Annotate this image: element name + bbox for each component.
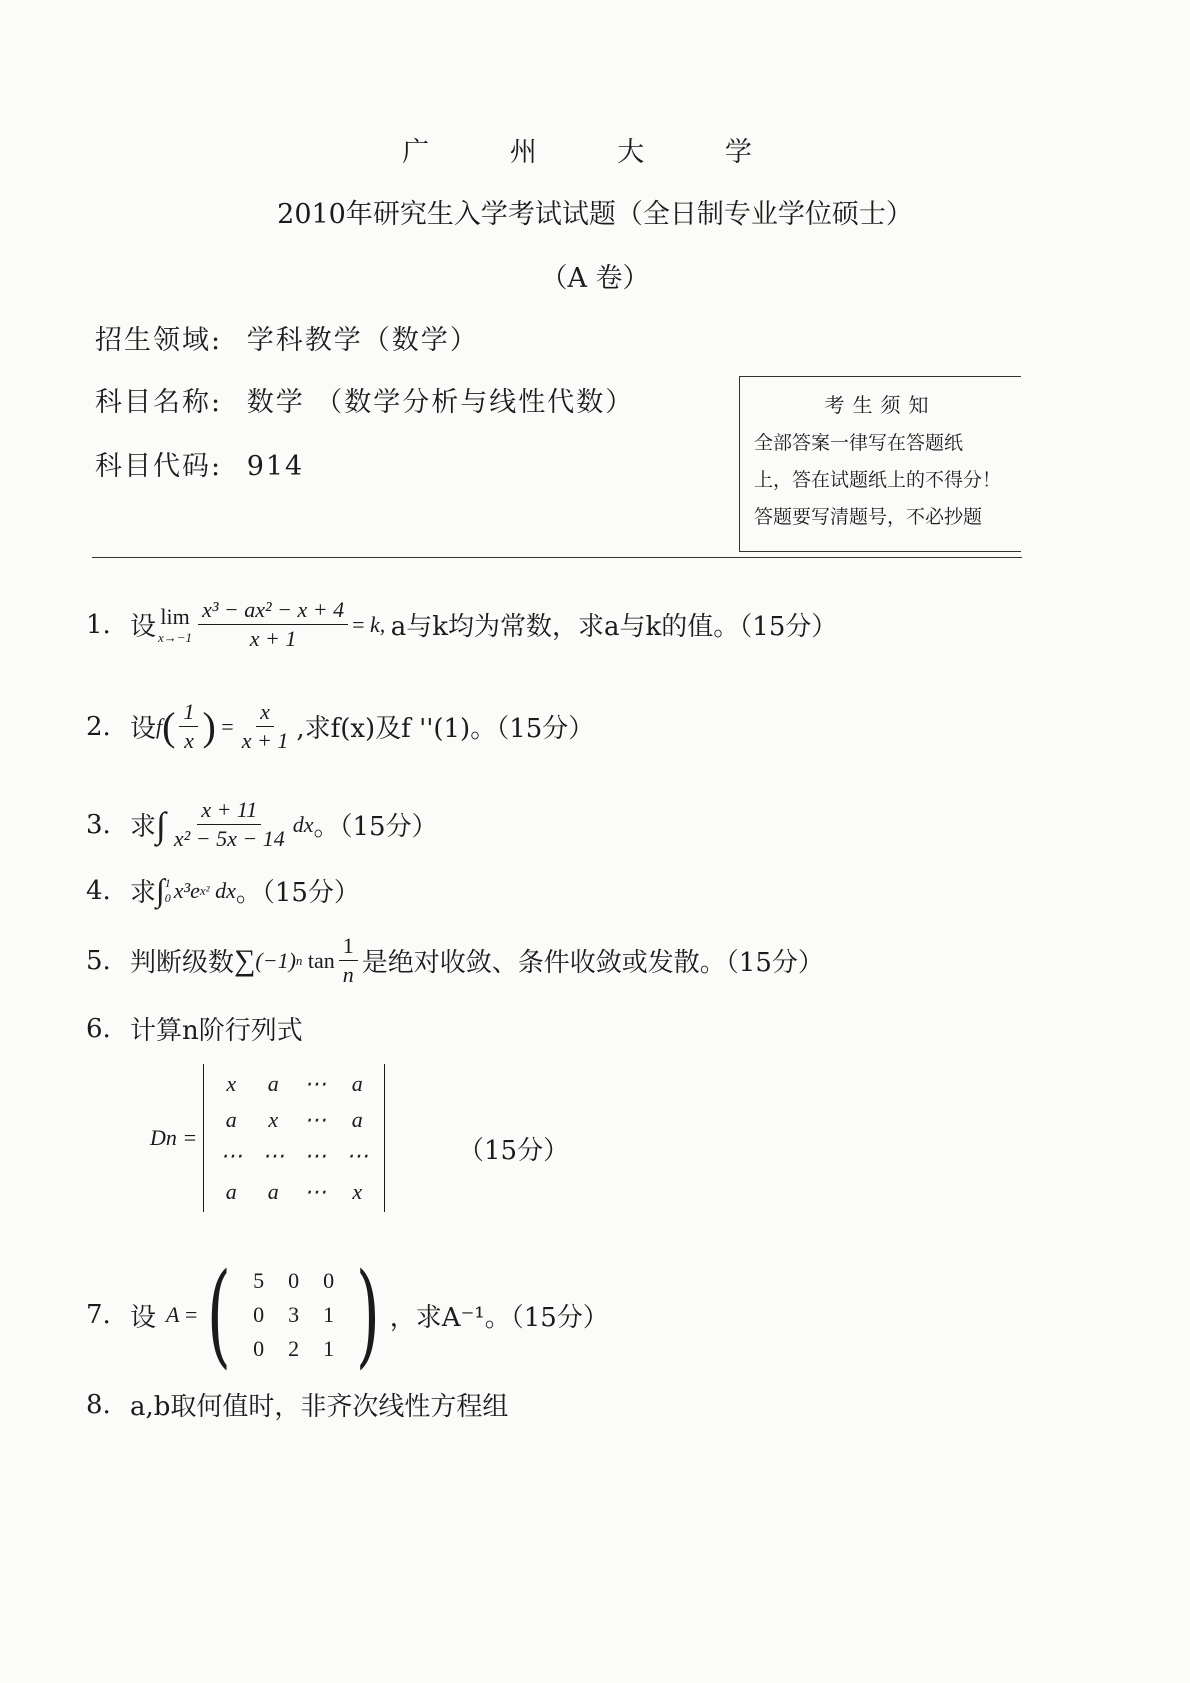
notice-line-3: 答题要写清题号，不必抄题 bbox=[754, 506, 983, 528]
matrix-lhs: A = bbox=[166, 1302, 198, 1327]
question-prefix: 设 bbox=[130, 714, 157, 745]
matrix-cell: 3 bbox=[288, 1302, 300, 1327]
notice-line-1: 全部答案一律写在答题纸 bbox=[754, 432, 964, 454]
field-value: 学科教学（数学） bbox=[246, 325, 479, 356]
matrix-cell: 1 bbox=[323, 1302, 335, 1327]
question-5 bbox=[86, 934, 824, 987]
definite-integral-expression: ∫ 1 0 x³e x² dx bbox=[156, 872, 236, 908]
question-4 bbox=[86, 872, 360, 909]
code-row bbox=[95, 444, 304, 483]
header-divider bbox=[92, 557, 1022, 558]
det-cell: a bbox=[351, 1107, 363, 1132]
det-cell: ⋯ bbox=[220, 1143, 243, 1168]
matrix-cell: 0 bbox=[253, 1336, 265, 1361]
determinant-matrix bbox=[203, 1064, 385, 1212]
right-paren: ) bbox=[355, 1250, 380, 1380]
question-1 bbox=[86, 598, 837, 651]
matrix-cell: 2 bbox=[288, 1336, 300, 1361]
det-cell: ⋯ bbox=[346, 1143, 369, 1168]
matrix-cell: 0 bbox=[323, 1268, 335, 1293]
question-prefix: 设 bbox=[130, 1302, 157, 1333]
function-expression: f ( $\frac{1}{x}$ ) = $\frac{x}{x + 1}$ bbox=[156, 699, 289, 754]
question-prefix: 求 bbox=[130, 812, 157, 843]
code-label: 科目代码: bbox=[95, 451, 223, 482]
question-number: 1. bbox=[86, 609, 111, 640]
question-prefix: 求 bbox=[130, 878, 157, 908]
notice-line-2: 上，答在试题纸上的不得分！ bbox=[754, 469, 1002, 491]
field-label: 招生领域: bbox=[95, 325, 223, 356]
det-cell: x bbox=[352, 1179, 363, 1204]
integral-expression: ∫ $\frac{x + 11}{\text{x² − 5x − 14}}$ dx bbox=[156, 797, 314, 852]
question-prefix: 计算n阶行列式 bbox=[130, 1016, 303, 1046]
det-cell: a bbox=[351, 1071, 363, 1096]
det-cell: a bbox=[267, 1071, 279, 1096]
det-cell: x bbox=[226, 1071, 237, 1096]
subject-row bbox=[95, 380, 634, 419]
question-number: 2. bbox=[86, 711, 111, 742]
limit-expression: lim x→−1 $\frac{\text{x³ − ax² − x + 4}}{x + 1}$ = k, bbox=[158, 597, 391, 652]
subject-label: 科目名称: bbox=[95, 387, 223, 418]
matrix-cell: 0 bbox=[253, 1302, 265, 1327]
question-number: 4. bbox=[86, 875, 111, 906]
question-number: 3. bbox=[86, 809, 111, 840]
det-cell: a bbox=[225, 1179, 237, 1204]
matrix-cell: 1 bbox=[323, 1336, 335, 1361]
question-7 bbox=[86, 1250, 609, 1380]
candidate-notice-box bbox=[739, 376, 1021, 552]
question-3 bbox=[86, 798, 438, 851]
det-cell: ⋯ bbox=[304, 1071, 327, 1096]
matrix-cell: 0 bbox=[288, 1268, 300, 1293]
left-paren: ( bbox=[207, 1250, 232, 1380]
question-suffix: 是绝对收敛、条件收敛或发散。（15分） bbox=[361, 948, 824, 979]
question-2 bbox=[86, 700, 594, 753]
det-cell: ⋯ bbox=[304, 1179, 327, 1204]
question-number: 7. bbox=[86, 1300, 111, 1330]
code-value: 914 bbox=[246, 451, 305, 482]
det-cell: ⋯ bbox=[304, 1107, 327, 1132]
question-8 bbox=[86, 1386, 508, 1423]
field-row bbox=[95, 318, 479, 357]
question-prefix: 设 bbox=[130, 612, 157, 643]
det-cell: x bbox=[268, 1107, 279, 1132]
det-cell: a bbox=[225, 1107, 237, 1132]
subject-value: 数学 （数学分析与线性代数） bbox=[246, 387, 635, 418]
det-cell: ⋯ bbox=[262, 1143, 285, 1168]
question-suffix: 。（15分） bbox=[313, 812, 438, 843]
question-number: 5. bbox=[86, 945, 111, 976]
paper-label: （A 卷） bbox=[540, 263, 650, 294]
matrix-a bbox=[197, 1250, 389, 1380]
question-number: 6. bbox=[86, 1013, 111, 1044]
determinant-lhs: Dn = bbox=[150, 1125, 198, 1150]
det-cell: a bbox=[267, 1179, 279, 1204]
university-name: 广 州 大 学 bbox=[402, 137, 788, 168]
question-suffix: a与k均为常数，求a与k的值。（15分） bbox=[390, 612, 838, 643]
determinant-block bbox=[150, 1064, 385, 1212]
question-number: 8. bbox=[86, 1389, 111, 1420]
exam-title: 2010年研究生入学考试试题（全日制专业学位硕士） bbox=[277, 199, 913, 230]
question-suffix: 。（15分） bbox=[235, 878, 360, 908]
question-prefix: a,b取何值时，非齐次线性方程组 bbox=[130, 1392, 509, 1422]
question-suffix: ，求A⁻¹。（15分） bbox=[389, 1302, 609, 1333]
matrix-cell: 5 bbox=[253, 1268, 265, 1293]
question-6-score: （15分） bbox=[458, 1136, 570, 1166]
question-suffix: ,求f(x)及f ''(1)。（15分） bbox=[296, 714, 595, 745]
det-cell: ⋯ bbox=[304, 1143, 327, 1168]
question-prefix: 判断级数 bbox=[130, 948, 235, 979]
notice-title: 考生须知 bbox=[824, 393, 937, 417]
series-expression: ∑ (−1) n tan $\frac{1}{n}$ bbox=[234, 934, 362, 987]
question-6 bbox=[86, 1010, 303, 1047]
